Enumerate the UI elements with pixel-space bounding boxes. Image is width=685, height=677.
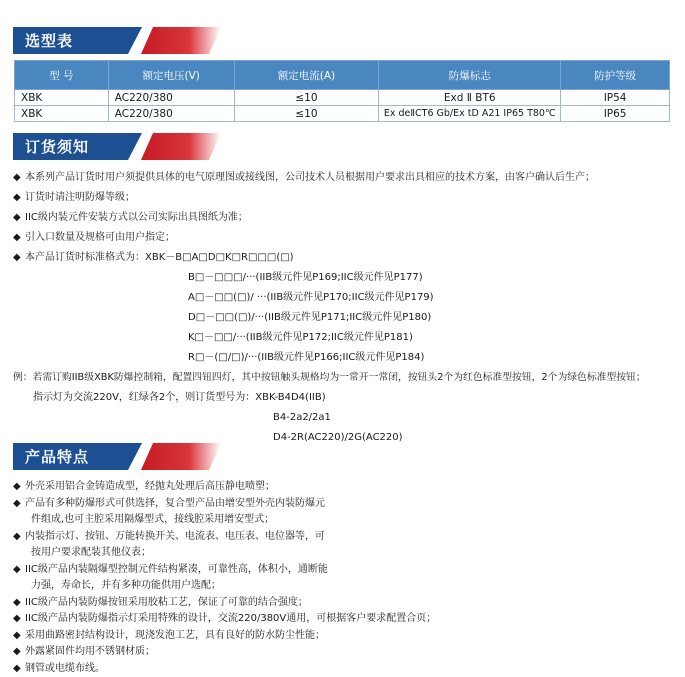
diamond-bullet-icon: ◆	[13, 248, 25, 268]
ordering-notes	[13, 168, 646, 448]
list-item	[13, 529, 436, 546]
list-item	[13, 479, 436, 496]
col-header-current: 额定电流(A)	[234, 61, 379, 90]
table-cell: AC220/380	[108, 90, 234, 106]
list-item-text: 订货时请注明防爆等级；	[25, 192, 135, 203]
section-title-ordering: 订货须知	[25, 136, 89, 157]
list-item-text: 本系列产品订货时用户须提供具体的电气原理图或接线图，公司技术人员根据用户要求出具相应的技术方案，由客户确认后生产；	[25, 172, 595, 183]
list-item-text: 产品有多种防爆形式可供选择，复合型产品由增安型外壳内装防爆元	[25, 498, 325, 509]
diamond-bullet-icon: ◆	[13, 644, 25, 661]
list-item	[13, 496, 436, 513]
list-item-continuation: 按用户要求配装其他仪表；	[13, 545, 436, 562]
diamond-bullet-icon: ◆	[13, 595, 25, 612]
format-line: R□－(□/□)/···(IIB级元件见P166;IIC级元件见P184)	[13, 348, 646, 368]
list-item	[13, 562, 436, 579]
list-item-text: 引入口数量及规格可由用户指定；	[25, 232, 175, 243]
table-row	[15, 106, 670, 122]
list-item	[13, 228, 646, 248]
table-row	[15, 90, 670, 106]
list-item-text: 外露紧固件均用不锈钢材质；	[25, 646, 155, 657]
list-item-text: IIC级产品内装隔爆型控制元件结构紧凑，可靠性高，体积小，通断能	[25, 564, 328, 575]
list-item-text: IIC级内装元件安装方式以公司实际出具图纸为准；	[25, 212, 248, 223]
table-cell: AC220/380	[108, 106, 234, 122]
list-item	[13, 611, 436, 628]
section-title-features: 产品特点	[25, 446, 89, 467]
diamond-bullet-icon: ◆	[13, 228, 25, 248]
list-item	[13, 628, 436, 645]
table-cell: XBK	[15, 90, 109, 106]
example-text: 指示灯为交流220V，红绿各2个，则订货型号为：XBK-B4D4(IIB)	[13, 388, 646, 408]
diamond-bullet-icon: ◆	[13, 562, 25, 579]
diamond-bullet-icon: ◆	[13, 661, 25, 677]
list-item-text: 内装指示灯、按钮、万能转换开关、电流表、电压表、电位器等，可	[25, 531, 325, 542]
table-cell: Ex deⅡCT6 Gb/Ex tD A21 IP65 T80℃	[379, 106, 561, 122]
list-item	[13, 208, 646, 228]
diamond-bullet-icon: ◆	[13, 479, 25, 496]
col-header-model: 型 号	[15, 61, 109, 90]
list-item-text: 钢管或电缆布线。	[25, 663, 105, 674]
table-cell: IP65	[561, 106, 670, 122]
table-cell: XBK	[15, 106, 109, 122]
list-item	[13, 188, 646, 208]
section-title-selection: 选型表	[25, 30, 73, 51]
list-item-text: IIC级产品内装防爆指示灯采用特殊的设计，交流220/380V通用，可根据客户要求配置合页；	[25, 613, 436, 624]
diamond-bullet-icon: ◆	[13, 611, 25, 628]
diamond-bullet-icon: ◆	[13, 529, 25, 546]
list-item	[13, 644, 436, 661]
list-item-text: IIC级产品内装防爆按钮采用胶粘工艺，保证了可靠的结合强度；	[25, 597, 308, 608]
list-item-continuation: 力强，寿命长，并有多种功能供用户选配；	[13, 578, 436, 595]
diamond-bullet-icon: ◆	[13, 208, 25, 228]
section-header-selection	[13, 27, 203, 54]
list-item-text: 采用曲路密封结构设计，现浇发泡工艺，具有良好的防水防尘性能；	[25, 630, 325, 641]
list-item	[13, 168, 646, 188]
col-header-protection: 防护等级	[561, 61, 670, 90]
example-text: D4-2R(AC220)/2G(AC220)	[13, 428, 646, 448]
list-item-text: 本产品订货时标准格式为：XBK－B□A□D□K□R□□□(□)	[25, 252, 294, 263]
diamond-bullet-icon: ◆	[13, 168, 25, 188]
feature-list	[13, 479, 436, 677]
diamond-bullet-icon: ◆	[13, 188, 25, 208]
format-line: D□－□□(□)/···(IIB级元件见P171;IIC级元件见P180)	[13, 308, 646, 328]
table-cell: ≤10	[234, 90, 379, 106]
col-header-voltage: 额定电压(V)	[108, 61, 234, 90]
list-item	[13, 595, 436, 612]
section-header-features	[13, 443, 203, 470]
col-header-ex-mark: 防爆标志	[379, 61, 561, 90]
diamond-bullet-icon: ◆	[13, 628, 25, 645]
list-item-continuation: 件组成,也可主腔采用隔爆型式，接线腔采用增安型式；	[13, 512, 436, 529]
section-header-ordering	[13, 133, 203, 160]
diamond-bullet-icon: ◆	[13, 496, 25, 513]
example-text: 例：若需订购IIB级XBK防爆控制箱，配置四钮四灯，其中按钮触头规格均为一常开一常闭，按钮头2个为红色标准型按钮，2个为绿色标准型按钮；	[13, 368, 646, 388]
table-header-row	[15, 61, 670, 90]
list-item-text: 外壳采用铝合金铸造成型，经抛丸处理后高压静电喷塑；	[25, 481, 275, 492]
format-line: A□－□□(□)/ ···(IIB级元件见P170;IIC级元件见P179)	[13, 288, 646, 308]
example-text: B4-2a2/2a1	[13, 408, 646, 428]
table-cell: Exd Ⅱ BT6	[379, 90, 561, 106]
format-line: B□－□□□/···(IIB级元件见P169;IIC级元件见P177)	[13, 268, 646, 288]
selection-table	[14, 60, 670, 122]
list-item	[13, 248, 646, 268]
table-cell: ≤10	[234, 106, 379, 122]
format-line: K□－□□/···(IIB级元件见P172;IIC级元件见P181)	[13, 328, 646, 348]
table-cell: IP54	[561, 90, 670, 106]
